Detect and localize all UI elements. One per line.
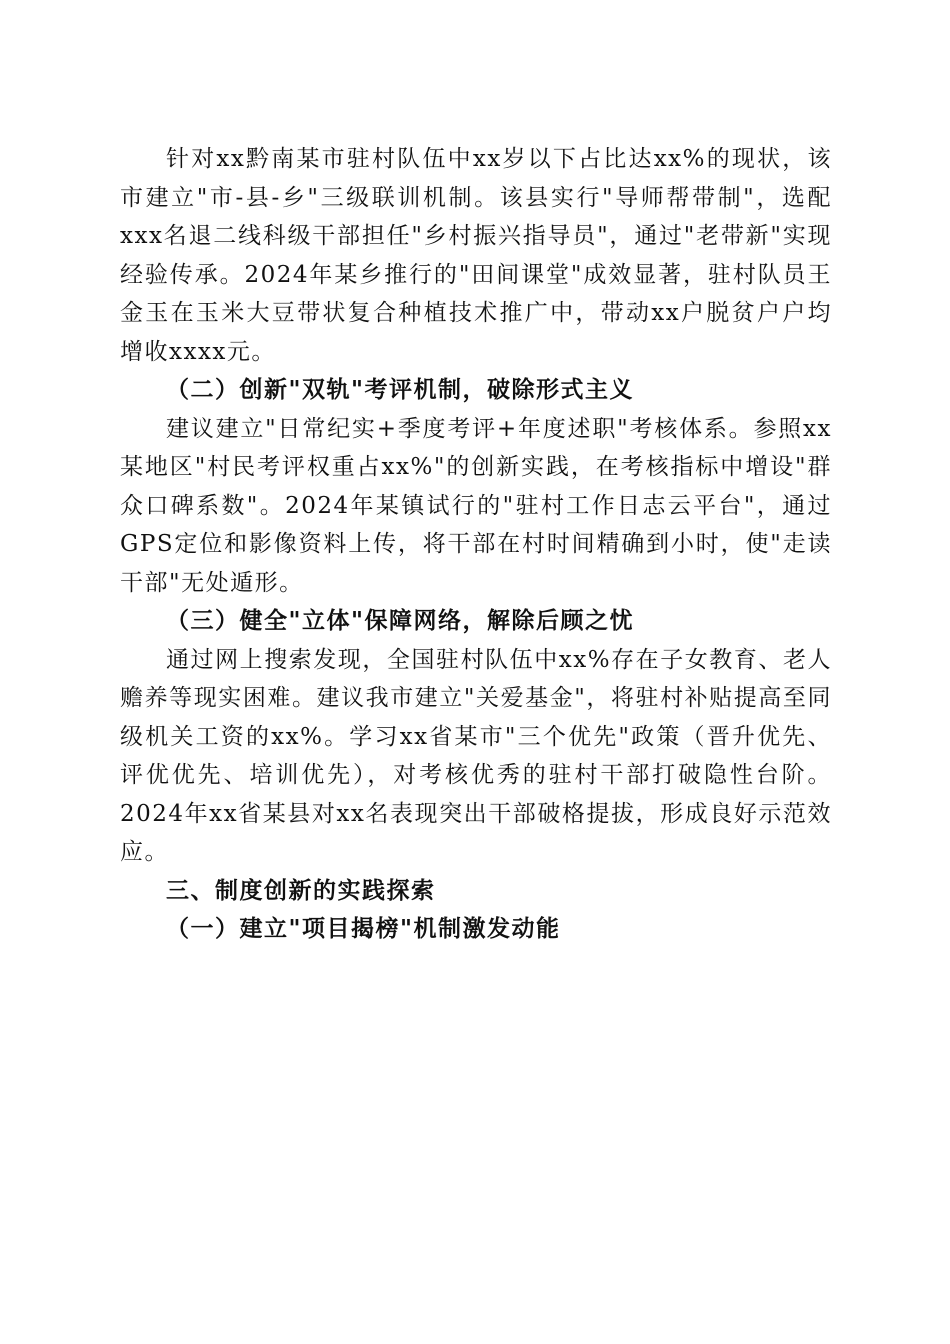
- document-page: [120, 140, 832, 949]
- subheading-support-network: （三）健全"立体"保障网络，解除后顾之忧: [166, 607, 634, 634]
- section-heading-institutional-innovation: 三、制度创新的实践探索: [166, 877, 436, 904]
- paragraph-support-measures: 通过网上搜索发现，全国驻村队伍中xx%存在子女教育、老人赡养等现实困难。建议我市建立"关爱基金"，将驻村补贴提高至同级机关工资的xx%。学习xx省某市"三个优先"政策（晋升优先、评优优先、培训优先），对考核优秀的驻村干部打破隐性台阶。2024年xx省某县对xx名表现突出干部破格提拔，形成良好示范效应。: [120, 646, 832, 865]
- paragraph-training-mechanism: 针对xx黔南某市驻村队伍中xx岁以下占比达xx%的现状，该市建立"市-县-乡"三级联训机制。该县实行"导师帮带制"，选配xxx名退二线科级干部担任"乡村振兴指导员"，通过"老带新"实现经验传承。2024年某乡推行的"田间课堂"成效显著，驻村队员王金玉在玉米大豆带状复合种植技术推广中，带动xx户脱贫户户均增收xxxx元。: [120, 146, 832, 365]
- subheading-project-listing-mechanism: （一）建立"项目揭榜"机制激发动能: [166, 915, 561, 942]
- subheading-dual-track-evaluation: （二）创新"双轨"考评机制，破除形式主义: [166, 376, 634, 403]
- paragraph-evaluation-system: 建议建立"日常纪实+季度考评+年度述职"考核体系。参照xx某地区"村民考评权重占xx%"的创新实践，在考核指标中增设"群众口碑系数"。2024年某镇试行的"驻村工作日志云平台"，通过GPS定位和影像资料上传，将干部在村时间精确到小时，使"走读干部"无处遁形。: [120, 415, 832, 596]
